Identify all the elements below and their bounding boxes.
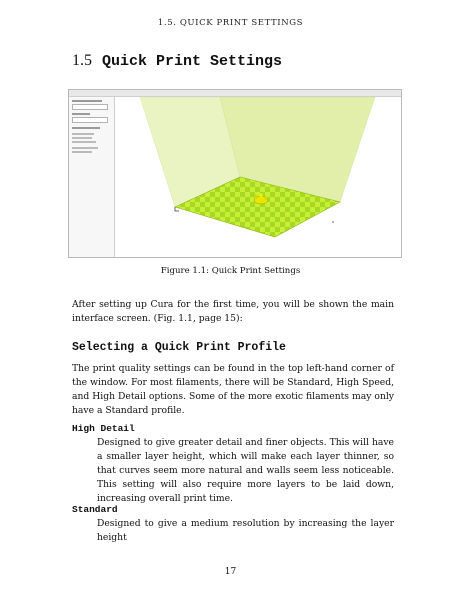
subsection-title: Selecting a Quick Print Profile <box>72 341 286 354</box>
definition-high-detail: Designed to give greater detail and finer objects. This will have a smaller layer height, which will make each layer thinner, so that curves seem more natural and walls seem less noticeable. This setting will also require more layers to be laid down, increasing overall print time. <box>97 437 394 504</box>
screenshot-settings-sidebar <box>69 97 115 257</box>
section-title-text: Quick Print Settings <box>102 53 283 70</box>
definition-term-high-detail: High Detail <box>72 423 135 434</box>
figure-caption: Figure 1.1: Quick Print Settings <box>160 266 301 276</box>
screenshot-menu-bar <box>69 90 401 97</box>
definition-term-standard: Standard <box>72 504 118 515</box>
section-title <box>72 52 282 70</box>
figure-screenshot <box>68 89 402 258</box>
screenshot-3d-viewport <box>115 97 401 257</box>
build-plate-scene <box>115 97 401 257</box>
section-number: 1.5 <box>72 52 92 69</box>
definition-standard: Designed to give a medium resolution by increasing the layer height <box>97 518 394 543</box>
intro-paragraph: After setting up Cura for the first time, you will be shown the main interface screen. (Fig. 1.1, page 15): <box>72 299 394 324</box>
page-number: 17 <box>224 567 237 577</box>
subsection-paragraph: The print quality settings can be found in the top left-hand corner of the window. For most filaments, there will be Standard, High Speed, and High Detail options. Some of the more exotic filaments may only have a Standard profile. <box>72 363 394 416</box>
running-header: 1.5. QUICK PRINT SETTINGS <box>157 18 304 28</box>
